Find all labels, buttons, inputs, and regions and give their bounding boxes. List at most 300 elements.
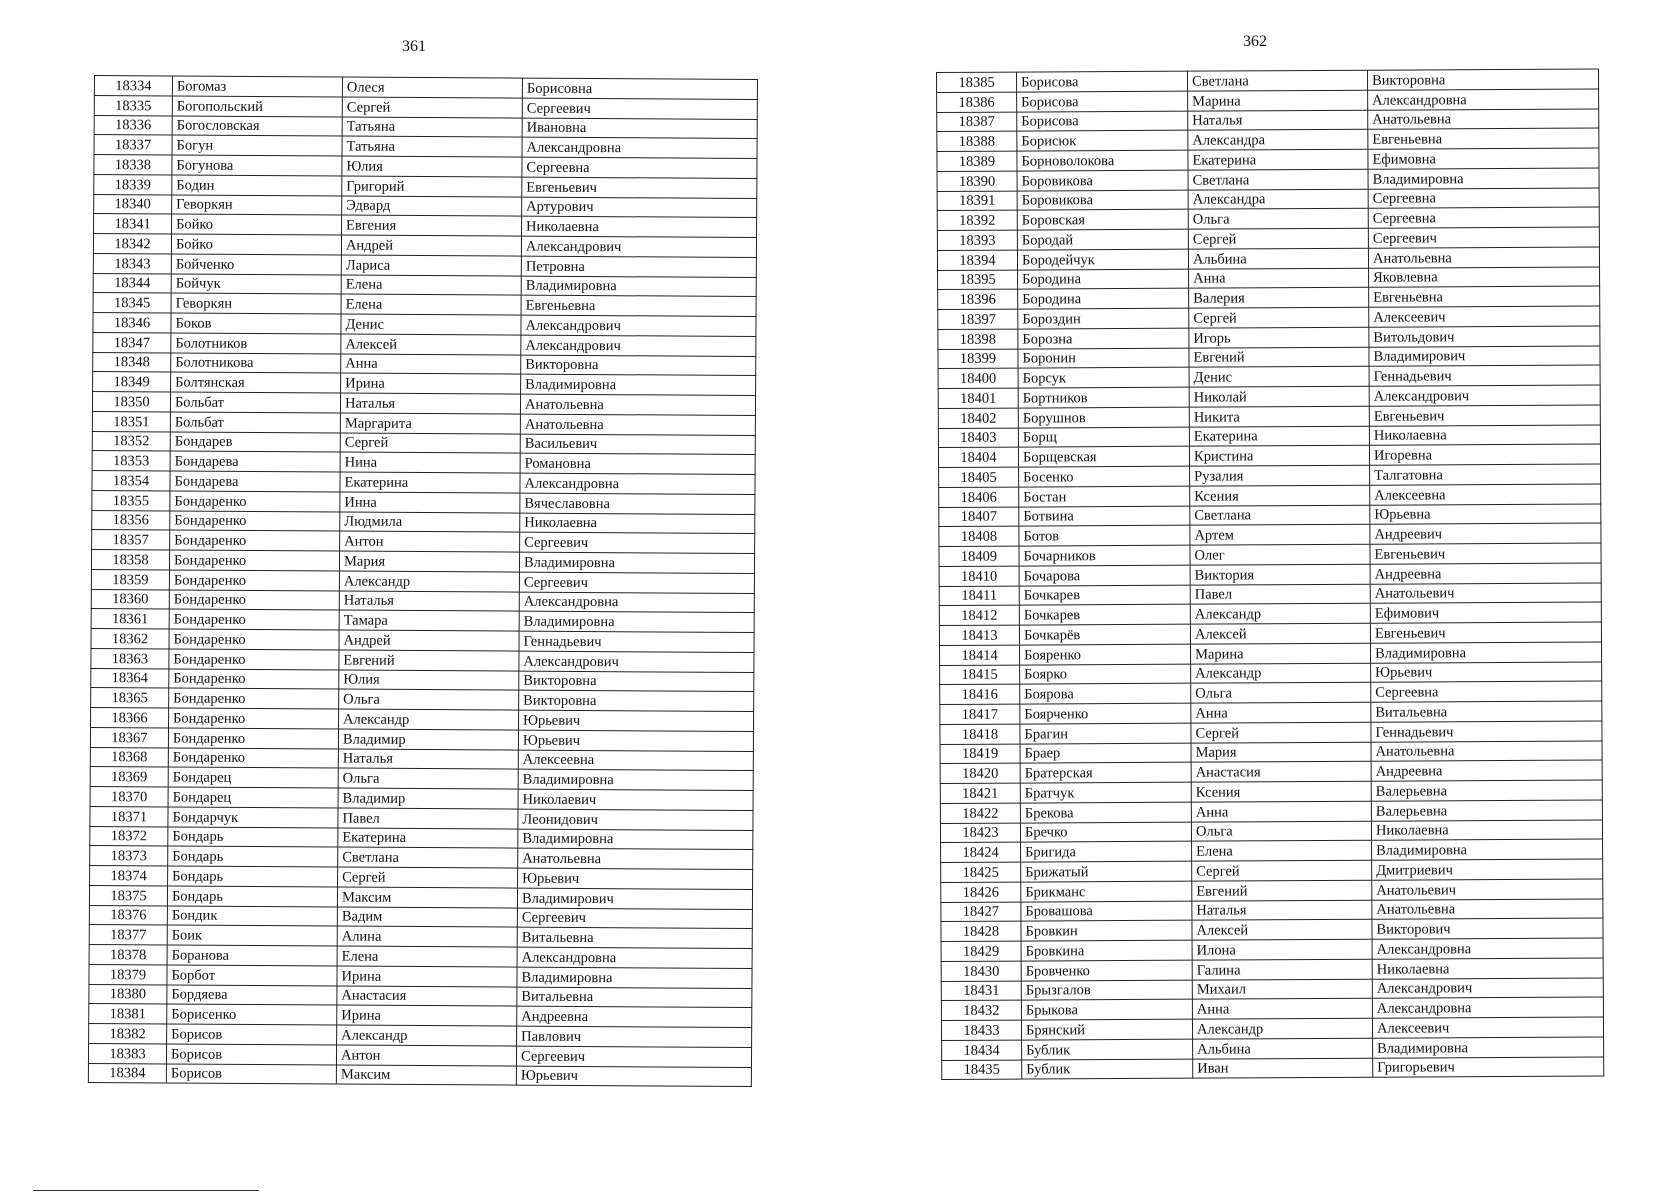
first-name-cell: Эдвард — [342, 196, 522, 217]
record-number-cell: 18342 — [93, 234, 171, 254]
patronymic-cell: Вячеславовна — [520, 493, 755, 514]
record-number-cell: 18425 — [941, 862, 1021, 882]
record-number-cell: 18347 — [93, 332, 171, 352]
patronymic-cell: Владимировна — [521, 374, 756, 395]
first-name-cell: Анна — [1192, 998, 1372, 1019]
surname-cell: Богунова — [172, 155, 342, 176]
patronymic-cell: Евгеньевич — [1370, 543, 1601, 564]
surname-cell: Бородина — [1018, 269, 1189, 290]
record-number-cell: 18409 — [939, 546, 1019, 566]
first-name-cell: Максим — [337, 887, 517, 908]
patronymic-cell: Александровна — [519, 592, 754, 613]
record-number-cell: 18353 — [92, 451, 170, 471]
surname-cell: Бондаренко — [169, 708, 339, 729]
patronymic-cell: Юрьевна — [1370, 504, 1601, 525]
record-number-cell: 18343 — [93, 253, 171, 273]
surname-cell: Бондарь — [168, 826, 338, 847]
first-name-cell: Александр — [1191, 663, 1371, 684]
first-name-cell: Светлана — [1190, 505, 1370, 526]
patronymic-cell: Владимировна — [518, 769, 753, 790]
patronymic-cell: Ефимовна — [1368, 148, 1599, 169]
first-name-cell: Екатерина — [1189, 426, 1369, 447]
surname-cell: Бостан — [1019, 486, 1190, 507]
first-name-cell: Анна — [1189, 268, 1369, 289]
surname-cell: Геворкян — [171, 293, 341, 314]
name-table-right — [936, 69, 1604, 1081]
patronymic-cell: Анатольевна — [1371, 741, 1602, 762]
surname-cell: Боранова — [167, 945, 337, 966]
surname-cell: Боровикова — [1017, 170, 1188, 191]
surname-cell: Ботов — [1019, 525, 1190, 546]
record-number-cell: 18356 — [92, 510, 170, 530]
first-name-cell: Марина — [1190, 643, 1370, 664]
surname-cell: Болотникова — [171, 352, 341, 373]
patronymic-cell: Борисовна — [522, 78, 757, 99]
patronymic-cell: Андреевна — [1371, 760, 1602, 781]
record-number-cell: 18339 — [94, 174, 172, 194]
surname-cell: Бойко — [171, 234, 341, 255]
record-number-cell: 18433 — [941, 1020, 1021, 1040]
surname-cell: Богомаз — [172, 76, 342, 97]
first-name-cell: Наталья — [339, 591, 519, 612]
first-name-cell: Наталья — [1192, 900, 1372, 921]
first-name-cell: Денис — [1189, 366, 1369, 387]
surname-cell: Богун — [172, 135, 342, 156]
record-number-cell: 18388 — [937, 131, 1017, 151]
surname-cell: Богословская — [172, 115, 342, 136]
first-name-cell: Елена — [341, 275, 521, 296]
first-name-cell: Евгений — [1192, 880, 1372, 901]
patronymic-cell: Викторовна — [521, 355, 756, 376]
patronymic-cell: Сергеевна — [522, 157, 757, 178]
patronymic-cell: Николаевич — [518, 789, 753, 810]
record-number-cell: 18413 — [939, 625, 1019, 645]
first-name-cell: Алексей — [1192, 919, 1372, 940]
record-number-cell: 18416 — [940, 684, 1020, 704]
first-name-cell: Григорий — [342, 176, 522, 197]
surname-cell: Борозна — [1018, 328, 1189, 349]
patronymic-cell: Евгеньевна — [1369, 286, 1600, 307]
surname-cell: Бочкарёв — [1019, 624, 1190, 645]
surname-cell: Боик — [167, 925, 337, 946]
record-number-cell: 18403 — [938, 428, 1018, 448]
first-name-cell: Юлия — [339, 670, 519, 691]
patronymic-cell: Артурович — [522, 197, 757, 218]
patronymic-cell: Александрович — [521, 236, 756, 257]
record-number-cell: 18362 — [91, 628, 169, 648]
record-number-cell: 18345 — [93, 293, 171, 313]
surname-cell: Бондаренко — [168, 747, 338, 768]
surname-cell: Больбат — [170, 392, 340, 413]
first-name-cell: Максим — [336, 1064, 516, 1085]
surname-cell: Бондаренко — [169, 649, 339, 670]
surname-cell: Бондаренко — [169, 589, 339, 610]
record-number-cell: 18434 — [942, 1040, 1022, 1060]
record-number-cell: 18400 — [938, 368, 1018, 388]
surname-cell: Братчук — [1020, 782, 1191, 803]
first-name-cell: Алексей — [1190, 623, 1370, 644]
first-name-cell: Игорь — [1189, 327, 1369, 348]
first-name-cell: Светлана — [1188, 169, 1368, 190]
record-number-cell: 18334 — [94, 76, 172, 96]
surname-cell: Борисова — [1017, 91, 1188, 112]
patronymic-cell: Александрович — [1369, 385, 1600, 406]
first-name-cell: Рузалия — [1190, 465, 1370, 486]
surname-cell: Бондаренко — [170, 491, 340, 512]
surname-cell: Брикманс — [1021, 881, 1192, 902]
record-number-cell: 18363 — [91, 648, 169, 668]
record-number-cell: 18352 — [92, 431, 170, 451]
record-number-cell: 18404 — [938, 447, 1018, 467]
patronymic-cell: Витальевна — [517, 987, 752, 1008]
patronymic-cell: Владимировна — [518, 829, 753, 850]
record-number-cell: 18376 — [89, 905, 167, 925]
record-number-cell: 18399 — [938, 349, 1018, 369]
patronymic-cell: Викторовна — [1367, 69, 1598, 90]
first-name-cell: Андрей — [341, 235, 521, 256]
first-name-cell: Александр — [1192, 1018, 1372, 1039]
record-number-cell: 18396 — [938, 289, 1018, 309]
patronymic-cell: Леонидович — [518, 809, 753, 830]
surname-cell: Борщевская — [1018, 446, 1189, 467]
record-number-cell: 18394 — [937, 250, 1017, 270]
record-number-cell: 18364 — [91, 668, 169, 688]
surname-cell: Бондик — [167, 905, 337, 926]
first-name-cell: Михаил — [1192, 979, 1372, 1000]
first-name-cell: Сергей — [342, 97, 522, 118]
first-name-cell: Александр — [337, 1025, 517, 1046]
surname-cell: Борисов — [167, 1024, 337, 1045]
record-number-cell: 18344 — [93, 273, 171, 293]
first-name-cell: Иван — [1193, 1058, 1373, 1079]
record-number-cell: 18383 — [88, 1043, 166, 1063]
first-name-cell: Сергей — [1188, 228, 1368, 249]
patronymic-cell: Валерьевна — [1371, 780, 1602, 801]
record-number-cell: 18386 — [937, 92, 1017, 112]
surname-cell: Геворкян — [172, 194, 342, 215]
record-number-cell: 18336 — [94, 115, 172, 135]
patronymic-cell: Валерьевна — [1371, 800, 1602, 821]
record-number-cell: 18377 — [89, 925, 167, 945]
patronymic-cell: Юрьевич — [516, 1066, 751, 1087]
surname-cell: Бородай — [1017, 229, 1188, 250]
patronymic-cell: Витальевна — [517, 927, 752, 948]
patronymic-cell: Сергеевна — [1368, 207, 1599, 228]
record-number-cell: 18374 — [90, 865, 168, 885]
surname-cell: Бондаренко — [168, 728, 338, 749]
surname-cell: Борбот — [167, 965, 337, 986]
surname-cell: Борушнов — [1018, 407, 1189, 428]
page-number-left: 361 — [402, 38, 426, 55]
surname-cell: Ботвина — [1019, 506, 1190, 527]
record-number-cell: 18402 — [938, 408, 1018, 428]
surname-cell: Брагин — [1020, 723, 1191, 744]
first-name-cell: Альбина — [1188, 248, 1368, 269]
record-number-cell: 18357 — [92, 530, 170, 550]
record-number-cell: 18341 — [94, 214, 172, 234]
surname-cell: Болтянская — [171, 372, 341, 393]
patronymic-cell: Владимировна — [517, 967, 752, 988]
record-number-cell: 18422 — [940, 803, 1020, 823]
record-number-cell: 18426 — [941, 882, 1021, 902]
record-number-cell: 18359 — [91, 569, 169, 589]
patronymic-cell: Юрьевич — [518, 730, 753, 751]
surname-cell: Бондаренко — [170, 530, 340, 551]
record-number-cell: 18378 — [89, 944, 167, 964]
patronymic-cell: Викторовна — [519, 690, 754, 711]
record-number-cell: 18348 — [93, 352, 171, 372]
patronymic-cell: Геннадьевич — [519, 631, 754, 652]
first-name-cell: Анастасия — [1191, 761, 1371, 782]
patronymic-cell: Сергеевич — [520, 532, 755, 553]
first-name-cell: Николай — [1189, 386, 1369, 407]
record-number-cell: 18346 — [93, 312, 171, 332]
record-number-cell: 18381 — [89, 1004, 167, 1024]
first-name-cell: Алина — [337, 926, 517, 947]
first-name-cell: Александр — [1190, 603, 1370, 624]
patronymic-cell: Владимирович — [1369, 346, 1600, 367]
first-name-cell: Елена — [341, 294, 521, 315]
patronymic-cell: Дмитриевич — [1372, 859, 1603, 880]
surname-cell: Боронин — [1018, 348, 1189, 369]
surname-cell: Борисов — [166, 1063, 336, 1084]
first-name-cell: Екатерина — [340, 472, 520, 493]
record-number-cell: 18337 — [94, 135, 172, 155]
patronymic-cell: Евгеньевич — [1370, 622, 1601, 643]
first-name-cell: Вадим — [337, 907, 517, 928]
patronymic-cell: Владимирович — [517, 888, 752, 909]
surname-cell: Бровашова — [1021, 901, 1192, 922]
record-number-cell: 18424 — [941, 842, 1021, 862]
record-number-cell: 18406 — [939, 487, 1019, 507]
patronymic-cell: Александровна — [1372, 997, 1603, 1018]
first-name-cell: Артем — [1190, 524, 1370, 545]
record-number-cell: 18405 — [939, 467, 1019, 487]
patronymic-cell: Владимировна — [519, 611, 754, 632]
patronymic-cell: Евгеньевна — [1368, 128, 1599, 149]
surname-cell: Бондарец — [168, 787, 338, 808]
patronymic-cell: Петровна — [521, 256, 756, 277]
first-name-cell: Мария — [339, 551, 519, 572]
patronymic-cell: Александрович — [521, 315, 756, 336]
surname-cell: Бондарец — [168, 767, 338, 788]
first-name-cell: Виктория — [1190, 564, 1370, 585]
first-name-cell: Мария — [1191, 742, 1371, 763]
patronymic-cell: Ефимович — [1370, 602, 1601, 623]
surname-cell: Больбат — [170, 412, 340, 433]
first-name-cell: Сергей — [338, 867, 518, 888]
patronymic-cell: Геннадьевич — [1369, 365, 1600, 386]
surname-cell: Борисюк — [1017, 130, 1188, 151]
surname-cell: Бондаренко — [169, 629, 339, 650]
surname-cell: Бордяева — [167, 984, 337, 1005]
record-number-cell: 18408 — [939, 526, 1019, 546]
first-name-cell: Марина — [1188, 90, 1368, 111]
surname-cell: Бровченко — [1021, 960, 1192, 981]
surname-cell: Боярова — [1020, 683, 1191, 704]
first-name-cell: Олег — [1190, 544, 1370, 565]
record-number-cell: 18349 — [93, 372, 171, 392]
patronymic-cell: Александрович — [519, 651, 754, 672]
first-name-cell: Елена — [1192, 840, 1372, 861]
first-name-cell: Андрей — [339, 630, 519, 651]
record-number-cell: 18360 — [91, 589, 169, 609]
patronymic-cell: Витальевна — [1371, 701, 1602, 722]
surname-cell: Бондаренко — [169, 688, 339, 709]
first-name-cell: Павел — [338, 808, 518, 829]
surname-cell: Братерская — [1020, 762, 1191, 783]
surname-cell: Боков — [171, 313, 341, 334]
surname-cell: Бублик — [1022, 1039, 1193, 1060]
patronymic-cell: Викторович — [1372, 918, 1603, 939]
surname-cell: Бондарев — [170, 431, 340, 452]
record-number-cell: 18390 — [937, 171, 1017, 191]
surname-cell: Бойченко — [171, 254, 341, 275]
patronymic-cell: Владимировна — [1372, 839, 1603, 860]
surname-cell: Бортников — [1018, 387, 1189, 408]
record-number-cell: 18384 — [88, 1063, 166, 1083]
patronymic-cell: Витольдович — [1369, 326, 1600, 347]
record-number-cell: 18407 — [939, 507, 1019, 527]
patronymic-cell: Игоревна — [1369, 444, 1600, 465]
first-name-cell: Анна — [1191, 801, 1371, 822]
record-number-cell: 18397 — [938, 309, 1018, 329]
first-name-cell: Анна — [1191, 702, 1371, 723]
record-number-cell: 18420 — [940, 763, 1020, 783]
surname-cell: Бондаренко — [169, 609, 339, 630]
record-number-cell: 18361 — [91, 609, 169, 629]
first-name-cell: Юлия — [342, 156, 522, 177]
record-number-cell: 18382 — [89, 1023, 167, 1043]
first-name-cell: Александра — [1188, 129, 1368, 150]
patronymic-cell: Александровна — [522, 137, 757, 158]
surname-cell: Бочкарев — [1019, 585, 1190, 606]
name-table-left — [88, 75, 758, 1087]
surname-cell: Бондаренко — [169, 550, 339, 571]
record-number-cell: 18410 — [939, 566, 1019, 586]
first-name-cell: Александр — [339, 709, 519, 730]
surname-cell: Бородина — [1018, 288, 1189, 309]
patronymic-cell: Александровна — [517, 947, 752, 968]
first-name-cell: Татьяна — [342, 117, 522, 138]
surname-cell: Бречко — [1020, 822, 1191, 843]
first-name-cell: Наталья — [340, 393, 520, 414]
patronymic-cell: Григорьевич — [1373, 1057, 1604, 1078]
first-name-cell: Елена — [337, 946, 517, 967]
record-number-cell: 18391 — [937, 191, 1017, 211]
patronymic-cell: Сергеевич — [1368, 227, 1599, 248]
record-number-cell: 18380 — [89, 984, 167, 1004]
record-number-cell: 18431 — [941, 981, 1021, 1001]
first-name-cell: Евгения — [342, 215, 522, 236]
record-number-cell: 18421 — [940, 783, 1020, 803]
first-name-cell: Ксения — [1191, 781, 1371, 802]
record-number-cell: 18401 — [938, 388, 1018, 408]
first-name-cell: Татьяна — [342, 136, 522, 157]
record-number-cell: 18368 — [90, 747, 168, 767]
record-number-cell: 18418 — [940, 724, 1020, 744]
footnote-rule — [33, 1190, 259, 1191]
first-name-cell: Людмила — [340, 512, 520, 533]
record-number-cell: 18395 — [938, 270, 1018, 290]
first-name-cell: Ольга — [1188, 208, 1368, 229]
patronymic-cell: Владимировна — [1373, 1037, 1604, 1058]
record-number-cell: 18427 — [941, 902, 1021, 922]
first-name-cell: Евгений — [339, 650, 519, 671]
patronymic-cell: Евгеньевна — [521, 295, 756, 316]
record-number-cell: 18351 — [92, 411, 170, 431]
first-name-cell: Анастасия — [337, 986, 517, 1007]
first-name-cell: Владимир — [338, 788, 518, 809]
record-number-cell: 18432 — [941, 1000, 1021, 1020]
surname-cell: Бочарников — [1019, 545, 1190, 566]
patronymic-cell: Викторовна — [519, 671, 754, 692]
surname-cell: Боровская — [1017, 209, 1188, 230]
record-number-cell: 18338 — [94, 155, 172, 175]
patronymic-cell: Владимировна — [521, 276, 756, 297]
first-name-cell: Денис — [341, 314, 521, 335]
record-number-cell: 18375 — [89, 885, 167, 905]
record-number-cell: 18417 — [940, 704, 1020, 724]
patronymic-cell: Владимировна — [519, 552, 754, 573]
record-number-cell: 18367 — [90, 727, 168, 747]
surname-cell: Бороздин — [1018, 308, 1189, 329]
first-name-cell: Кристина — [1189, 445, 1369, 466]
surname-cell: Боярченко — [1020, 703, 1191, 724]
surname-cell: Босенко — [1019, 466, 1190, 487]
patronymic-cell: Сергеевич — [522, 98, 757, 119]
surname-cell: Браер — [1020, 743, 1191, 764]
surname-cell: Борисова — [1017, 71, 1188, 92]
patronymic-cell: Романовна — [520, 453, 755, 474]
record-number-cell: 18389 — [937, 151, 1017, 171]
record-number-cell: 18354 — [92, 470, 170, 490]
surname-cell: Бодин — [172, 175, 342, 196]
first-name-cell: Ольга — [1191, 682, 1371, 703]
first-name-cell: Ольга — [339, 689, 519, 710]
record-number-cell: 18358 — [91, 549, 169, 569]
record-number-cell: 18385 — [937, 72, 1017, 92]
surname-cell: Бояренко — [1020, 644, 1191, 665]
patronymic-cell: Евгеньевич — [1369, 405, 1600, 426]
surname-cell: Борсук — [1018, 367, 1189, 388]
record-number-cell: 18419 — [940, 744, 1020, 764]
surname-cell: Бондаренко — [170, 510, 340, 531]
record-number-cell: 18411 — [939, 586, 1019, 606]
surname-cell: Богопольский — [172, 96, 342, 117]
patronymic-cell: Анатольевна — [1368, 109, 1599, 130]
first-name-cell: Антон — [340, 531, 520, 552]
patronymic-cell: Сергеевна — [1371, 681, 1602, 702]
patronymic-cell: Алексеевна — [1370, 484, 1601, 505]
first-name-cell: Ирина — [341, 373, 521, 394]
patronymic-cell: Сергеевич — [516, 1046, 751, 1067]
surname-cell: Бородейчук — [1017, 249, 1188, 270]
surname-cell: Брыкова — [1021, 999, 1192, 1020]
record-number-cell: 18366 — [91, 707, 169, 727]
record-number-cell: 18393 — [937, 230, 1017, 250]
record-number-cell: 18387 — [937, 112, 1017, 132]
first-name-cell: Наталья — [338, 749, 518, 770]
record-number-cell: 18398 — [938, 329, 1018, 349]
patronymic-cell: Александрович — [1372, 978, 1603, 999]
record-number-cell: 18371 — [90, 806, 168, 826]
patronymic-cell: Алексеевна — [518, 750, 753, 771]
first-name-cell: Александра — [1188, 189, 1368, 210]
surname-cell: Бойчук — [171, 273, 341, 294]
first-name-cell: Галина — [1192, 959, 1372, 980]
surname-cell: Бровкина — [1021, 940, 1192, 961]
